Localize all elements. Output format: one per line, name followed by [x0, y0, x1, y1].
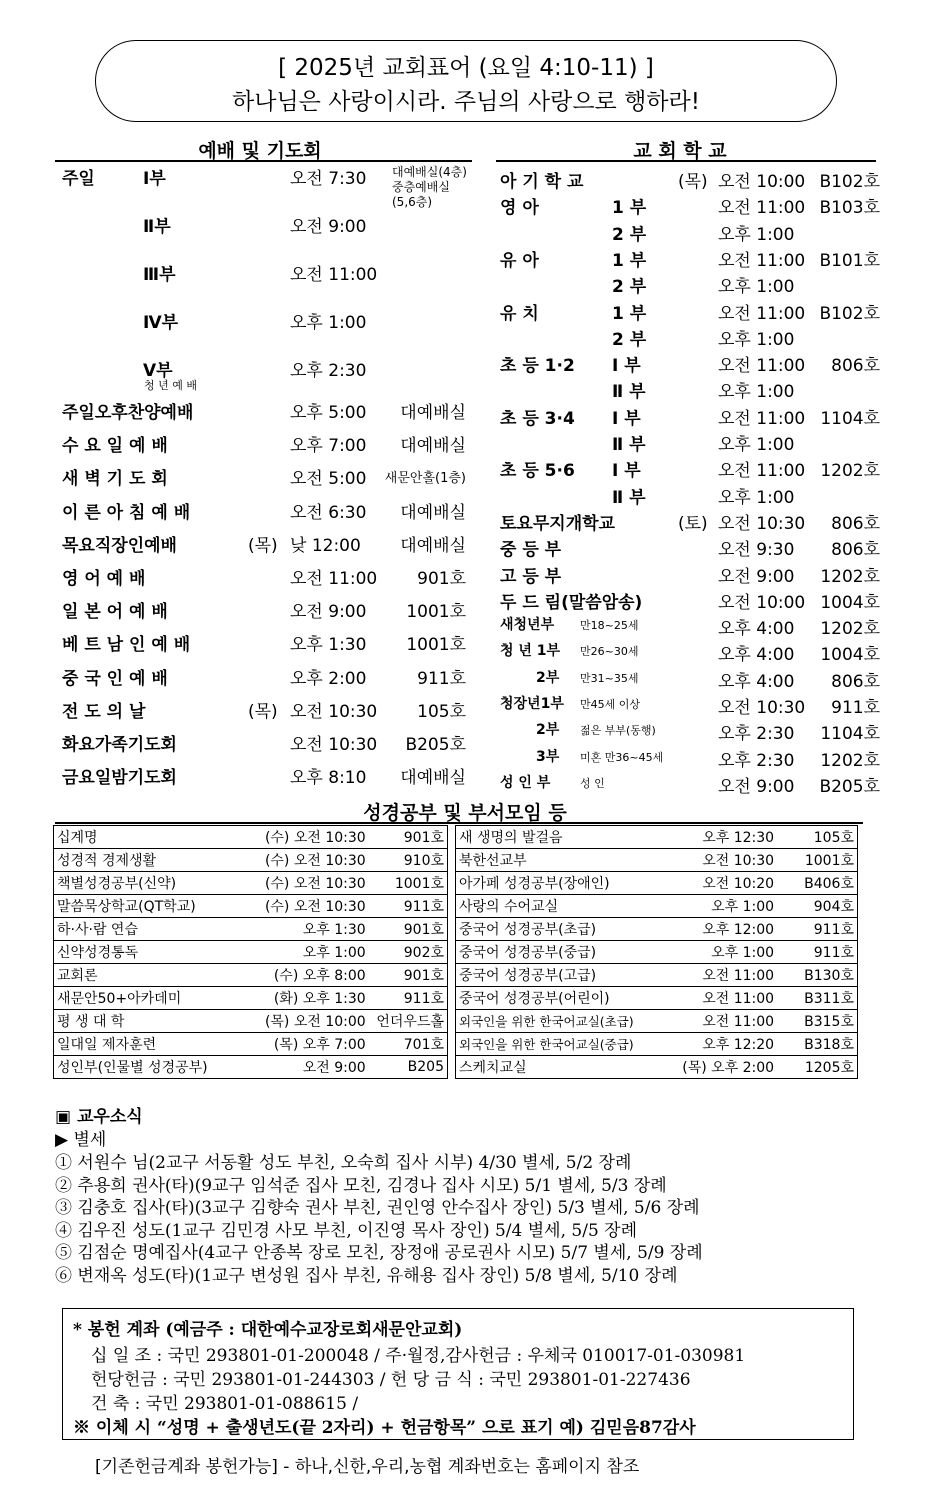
worship-place: 대예배실: [400, 436, 466, 457]
school-row: [496, 299, 880, 323]
motto-line1: [ 2025년 교회표어 (요일 4:10-11) ]: [278, 55, 654, 81]
school-time: 오전 10:30: [718, 698, 806, 718]
school-room: 806호: [831, 671, 880, 692]
study-table-left: [53, 825, 448, 1079]
school-row: [496, 456, 880, 480]
study-name: 말씀묵상학교(QT학교): [54, 895, 243, 918]
school-part: Ⅰ 부: [612, 461, 641, 482]
study-time: 오전 10:30: [648, 849, 777, 872]
worship-time: 오전 10:30: [290, 735, 378, 755]
school-part: 만18~25세: [580, 619, 639, 633]
school-time: 오전 9:30: [718, 540, 795, 561]
school-time: 오전 11:00: [718, 461, 806, 482]
school-rule: [496, 160, 876, 162]
school-time: 오전 10:00: [718, 172, 806, 192]
worship-time: 오후 2:00: [290, 668, 367, 689]
worship-row: [0, 398, 470, 422]
school-row: [496, 719, 880, 743]
school-room: 1202호: [820, 750, 880, 771]
school-row: [496, 483, 880, 507]
school-dept: 새청년부: [500, 617, 555, 634]
study-row: [456, 941, 858, 964]
study-name: 성인부(인물별 성경공부): [54, 1056, 243, 1079]
school-part: Ⅱ 부: [612, 435, 646, 455]
school-dept: 영 아: [500, 198, 539, 219]
school-part: 만45세 이상: [580, 698, 640, 711]
study-room: 901호: [369, 826, 448, 849]
sunday-part: Ⅲ부: [143, 265, 176, 285]
study-room: 911호: [369, 987, 448, 1010]
school-room: 1004호: [820, 592, 880, 613]
school-row: [496, 535, 880, 559]
study-room: 910호: [369, 849, 448, 872]
school-dept: 3부: [536, 748, 560, 765]
worship-row: [0, 564, 470, 588]
worship-time: 오전 10:30: [290, 701, 378, 722]
worship-place: 105호: [417, 701, 466, 722]
school-row: [496, 693, 880, 717]
school-part: 미혼 만36~45세: [580, 750, 664, 764]
study-room: B205: [369, 1056, 448, 1079]
school-time: 오후 1:00: [718, 487, 795, 508]
news-title: ▣ 교우소식: [55, 1107, 143, 1127]
school-row: [496, 430, 880, 454]
school-part: 만26~30세: [580, 645, 639, 659]
study-time: (화) 오후 1:30: [243, 987, 369, 1010]
school-dept: 청 년 1부: [500, 643, 561, 660]
school-room: 806호: [831, 513, 880, 534]
worship-row: [0, 697, 470, 721]
school-time: 오후 2:30: [718, 750, 795, 771]
study-row: [54, 1033, 448, 1056]
school-row: [496, 220, 880, 244]
worship-place: 1001호: [406, 602, 466, 623]
school-dept: 토요무지개학교: [500, 513, 615, 534]
worship-time: 오전 6:30: [290, 502, 367, 523]
school-dept: 청장년1부: [500, 696, 564, 712]
study-row: [456, 1010, 858, 1033]
study-row: [54, 964, 448, 987]
school-row: [496, 404, 880, 428]
study-row: [456, 1033, 858, 1056]
school-dept: 고 등 부: [500, 566, 562, 587]
study-room: B130호: [777, 964, 857, 987]
school-row: [496, 509, 880, 533]
worship-row: [0, 597, 470, 621]
news-item: ② 추용희 권사(타)(9교구 임석준 집사 모친, 김경나 집사 시모) 5/1 별세, 5/3 장례: [55, 1175, 667, 1196]
study-name: 일대일 제자훈련: [54, 1033, 243, 1056]
worship-place: 새문안홀(1층): [384, 471, 466, 487]
study-time: 오후 12:30: [648, 826, 777, 849]
study-row: [54, 987, 448, 1010]
study-room: 904호: [777, 895, 857, 918]
school-time: 오후 4:00: [718, 671, 795, 692]
worship-row: [0, 431, 470, 455]
school-dept: 성 인 부: [500, 774, 551, 791]
study-room: B406호: [777, 872, 857, 895]
sunday-time: 오전 9:00: [290, 217, 367, 237]
school-room: 911호: [831, 698, 880, 718]
school-part: 젊은 부부(동행): [580, 724, 656, 738]
worship-place: 911호: [417, 668, 466, 689]
sunday-note1: 대예배실(4층): [392, 165, 467, 179]
study-room: B311호: [777, 987, 857, 1010]
youth-note: 청 년 예 배: [144, 379, 197, 392]
school-row: [496, 351, 880, 375]
worship-row: [0, 464, 470, 488]
study-name: 중국어 성경공부(중급): [456, 941, 649, 964]
worship-time: 오전 11:00: [290, 569, 378, 589]
worship-name: 목요직장인예배: [62, 535, 177, 556]
study-row: [456, 987, 858, 1010]
news-item: ⑤ 김점순 명예집사(4교구 안종복 장로 모친, 장정애 공로권사 시모) 5/7 별세, 5/9 장례: [55, 1243, 703, 1263]
school-time: 오후 1:00: [718, 329, 795, 350]
sunday-service-row: [0, 260, 470, 284]
motto-banner: [95, 40, 837, 122]
study-time: 오전 11:00: [648, 987, 777, 1010]
study-time: 오후 12:20: [648, 1033, 777, 1056]
study-row: [456, 849, 858, 872]
study-row: [54, 849, 448, 872]
school-room: 1004호: [820, 645, 880, 666]
news-item: ⑥ 변재옥 성도(타)(1교구 변성원 집사 부친, 유해용 집사 장인) 5/8 별세, 5/10 장례: [55, 1265, 678, 1286]
study-room: 1001호: [369, 872, 448, 895]
school-room: 1202호: [820, 566, 880, 587]
worship-name: 일 본 어 예 배: [62, 602, 168, 623]
school-room: B102호: [819, 303, 880, 324]
study-room: 701호: [369, 1033, 448, 1056]
worship-name: 금요일밤기도회: [62, 768, 177, 789]
study-room: 105호: [777, 826, 857, 849]
offering-line2: 헌당헌금 : 국민 293801-01-244303 / 헌 당 금 식 : 국민 293801-01-227436: [91, 1370, 691, 1390]
worship-row: [0, 730, 470, 754]
study-row: [456, 918, 858, 941]
school-row: [496, 588, 880, 612]
school-time: 오전 11:00: [718, 356, 806, 377]
study-time: (수) 오전 10:30: [243, 895, 369, 918]
school-part: Ⅱ 부: [612, 382, 646, 403]
school-dept: 두 드 림(말씀암송): [500, 592, 643, 613]
school-room: B205호: [819, 776, 880, 797]
offering-line1: 십 일 조 : 국민 293801-01-200048 / 주·월정,감사헌금 : 우체국 010017-01-030981: [91, 1346, 746, 1366]
school-row: [496, 325, 880, 349]
sunday-note2: 중층예배실: [392, 180, 450, 194]
study-room: 1205호: [777, 1056, 857, 1079]
motto-line2: 하나님은 사랑이시라. 주님의 사랑으로 행하라!: [232, 89, 700, 115]
school-room: 1202호: [820, 461, 880, 482]
study-name: 북한선교부: [456, 849, 649, 872]
worship-place: 대예배실: [400, 502, 466, 523]
study-row: [54, 872, 448, 895]
worship-time: 오전 9:00: [290, 602, 367, 623]
school-time: 오후 4:00: [718, 645, 795, 666]
school-part: 만31~35세: [580, 671, 639, 685]
school-room: B103호: [819, 198, 880, 219]
worship-time: 오전 5:00: [290, 469, 367, 490]
school-row: [496, 272, 880, 296]
study-title: 성경공부 및 부서모임 등: [363, 802, 567, 824]
study-name: 새 생명의 발걸음: [456, 826, 649, 849]
worship-row: [0, 763, 470, 787]
study-name: 하·사·람 연습: [54, 918, 243, 941]
school-row: [496, 193, 880, 217]
worship-row: [0, 498, 470, 522]
study-time: (목) 오후 2:00: [648, 1056, 777, 1079]
study-time: 오후 1:00: [648, 941, 777, 964]
study-name: 사랑의 수어교실: [456, 895, 649, 918]
worship-name: 수 요 일 예 배: [62, 436, 168, 457]
study-room: 901호: [369, 918, 448, 941]
school-row: [496, 614, 880, 638]
study-room: 언더우드홀: [369, 1010, 448, 1033]
school-room: 1104호: [820, 408, 880, 429]
study-name: 책별성경공부(신약): [54, 872, 243, 895]
study-room: B318호: [777, 1033, 857, 1056]
school-room: 806호: [831, 540, 880, 561]
school-time: 오후 1:00: [718, 224, 795, 245]
school-room: 806호: [831, 356, 880, 377]
school-part: 1 부: [612, 198, 647, 219]
school-row: [496, 167, 880, 191]
worship-name: 새 벽 기 도 회: [62, 469, 168, 490]
study-time: (목) 오후 7:00: [243, 1033, 369, 1056]
news-item: ④ 김우진 성도(1교구 김민경 사모 부친, 이진영 목사 장인) 5/4 별세, 5/5 장례: [55, 1220, 638, 1241]
school-time: 오전 10:30: [718, 513, 806, 534]
school-part: Ⅰ 부: [612, 356, 641, 377]
school-time: 오후 1:00: [718, 277, 795, 298]
school-time: 오전 11:00: [718, 303, 806, 324]
school-time: 오전 9:00: [718, 776, 795, 797]
worship-day: (목): [248, 701, 278, 722]
worship-time: 오후 1:30: [290, 635, 367, 656]
school-part: Ⅱ 부: [612, 487, 646, 508]
school-time: 오후 1:00: [718, 435, 795, 455]
worship-place: 1001호: [406, 635, 466, 656]
school-row: [496, 772, 880, 796]
study-time: 오후 1:30: [243, 918, 369, 941]
sunday-part: Ⅳ부: [143, 313, 179, 333]
offering-line3: 건 축 : 국민 293801-01-088615 /: [91, 1394, 359, 1414]
study-time: 오후 12:00: [648, 918, 777, 941]
school-time: 오전 11:00: [718, 198, 806, 219]
study-time: (수) 오전 10:30: [243, 872, 369, 895]
study-row: [54, 918, 448, 941]
school-row: [496, 640, 880, 664]
school-title: 교 회 학 교: [633, 140, 727, 162]
sunday-service-row: [0, 308, 470, 332]
school-room: B102호: [819, 172, 880, 192]
school-time: 오전 11:00: [718, 250, 806, 271]
study-row: [54, 1056, 448, 1079]
school-dept: 아 기 학 교: [500, 172, 584, 192]
worship-name: 이 른 아 침 예 배: [62, 502, 191, 523]
worship-place: B205호: [405, 735, 466, 755]
study-name: 교회론: [54, 964, 243, 987]
school-dept: 유 아: [500, 250, 539, 271]
study-name: 스케치교실: [456, 1056, 649, 1079]
school-row: [496, 667, 880, 691]
sunday-part: Ⅰ부: [143, 169, 166, 189]
worship-row: [0, 630, 470, 654]
sunday-time: 오전 11:00: [290, 265, 378, 285]
school-part: 2 부: [612, 329, 647, 350]
school-dept: 중 등 부: [500, 540, 562, 561]
school-time: 오후 2:30: [718, 724, 795, 745]
worship-place: 대예배실: [400, 403, 466, 423]
study-room: 1001호: [777, 849, 857, 872]
sunday-note3: (5,6층): [392, 195, 433, 209]
study-row: [54, 1010, 448, 1033]
study-time: 오전 11:00: [648, 1010, 777, 1033]
worship-place: 901호: [417, 569, 466, 589]
worship-name: 주일오후찬양예배: [62, 403, 194, 423]
worship-time: 오후 5:00: [290, 403, 367, 423]
study-name: 외국인을 위한 한국어교실(중급): [456, 1033, 649, 1056]
study-table-right: [455, 825, 858, 1079]
offering-box: [62, 1308, 854, 1440]
school-part: 2 부: [612, 224, 647, 245]
worship-place: 대예배실: [400, 768, 466, 789]
news-subtitle: ▶ 별세: [55, 1130, 107, 1150]
school-room: B101호: [819, 250, 880, 271]
study-name: 새문안50+아카데미: [54, 987, 243, 1010]
study-room: 902호: [369, 941, 448, 964]
study-time: 오후 1:00: [648, 895, 777, 918]
study-time: 오전 11:00: [648, 964, 777, 987]
school-time: 오전 11:00: [718, 408, 806, 429]
school-day: (토): [678, 513, 708, 534]
study-name: 아가페 성경공부(장애인): [456, 872, 649, 895]
school-part: Ⅰ 부: [612, 408, 641, 429]
study-row: [456, 1056, 858, 1079]
sunday-time: 오후 2:30: [290, 361, 367, 381]
worship-time: 오후 8:10: [290, 768, 367, 789]
school-row: [496, 246, 880, 270]
school-dept: 초 등 1·2: [500, 356, 575, 377]
study-row: [456, 872, 858, 895]
study-row: [456, 964, 858, 987]
news-item: ③ 김충호 집사(타)(3교구 김향숙 권사 부친, 권인영 안수집사 장인) 5/3 별세, 5/6 장례: [55, 1198, 700, 1218]
study-name: 중국어 성경공부(어린이): [456, 987, 649, 1010]
study-time: (수) 오후 8:00: [243, 964, 369, 987]
worship-title: 예배 및 기도회: [198, 140, 322, 162]
worship-place: 대예배실: [400, 535, 466, 556]
study-name: 중국어 성경공부(고급): [456, 964, 649, 987]
study-time: 오전 9:00: [243, 1056, 369, 1079]
school-dept: 2부: [536, 669, 560, 686]
worship-row: [0, 664, 470, 688]
study-time: (수) 오전 10:30: [243, 849, 369, 872]
sunday-time: 오후 1:00: [290, 313, 367, 333]
study-room: B315호: [777, 1010, 857, 1033]
school-part: 2 부: [612, 277, 647, 298]
school-dept: 초 등 3·4: [500, 408, 575, 429]
study-room: 911호: [777, 941, 857, 964]
study-name: 십계명: [54, 826, 243, 849]
sunday-time: 오전 7:30: [290, 169, 367, 189]
sunday-part: Ⅴ부: [143, 361, 173, 381]
school-room: 1202호: [820, 619, 880, 640]
offering-title: * 봉헌 계좌 (예금주 : 대한예수교장로회새문안교회): [73, 1320, 463, 1340]
study-name: 중국어 성경공부(초급): [456, 918, 649, 941]
worship-name: 베 트 남 인 예 배: [62, 635, 191, 656]
study-name: 평 생 대 학: [54, 1010, 243, 1033]
worship-name: 화요가족기도회: [62, 735, 177, 755]
school-part: 성 인: [580, 776, 605, 790]
study-row: [54, 895, 448, 918]
study-rule: [55, 822, 863, 824]
school-dept: 유 치: [500, 303, 539, 324]
study-row: [54, 826, 448, 849]
worship-rule: [55, 160, 472, 162]
offering-line4: ※ 이체 시 “성명 + 출생년도(끝 2자리) + 헌금항목” 으로 표기 예) 김믿음87감사: [73, 1418, 696, 1438]
school-row: [496, 746, 880, 770]
school-day: (목): [678, 172, 708, 192]
worship-name: 영 어 예 배: [62, 569, 146, 589]
school-row: [496, 562, 880, 586]
school-part: 1 부: [612, 303, 647, 324]
study-row: [456, 826, 858, 849]
study-name: 신약성경통독: [54, 941, 243, 964]
study-name: 성경적 경제생활: [54, 849, 243, 872]
footer-note: [기존헌금계좌 봉헌가능] - 하나,신한,우리,농협 계좌번호는 홈페이지 참조: [95, 1457, 640, 1477]
study-room: 901호: [369, 964, 448, 987]
worship-day: (목): [248, 535, 278, 556]
school-dept: 초 등 5·6: [500, 461, 575, 482]
sunday-label: 주일: [62, 169, 95, 189]
sunday-service-row: [0, 356, 470, 380]
school-part: 1 부: [612, 250, 647, 271]
study-time: (목) 오전 10:00: [243, 1010, 369, 1033]
school-room: 1104호: [820, 724, 880, 745]
study-time: (수) 오전 10:30: [243, 826, 369, 849]
school-time: 오후 1:00: [718, 382, 795, 403]
worship-time: 오후 7:00: [290, 436, 367, 457]
study-room: 911호: [777, 918, 857, 941]
worship-time: 낮 12:00: [290, 535, 361, 556]
school-time: 오전 10:00: [718, 592, 806, 613]
study-name: 외국인을 위한 한국어교실(초급): [456, 1010, 649, 1033]
school-row: [496, 377, 880, 401]
worship-row: [0, 531, 470, 555]
study-row: [456, 895, 858, 918]
study-room: 911호: [369, 895, 448, 918]
school-dept: 2부: [536, 722, 560, 739]
worship-name: 전 도 의 날: [62, 701, 146, 722]
study-time: 오후 1:00: [243, 941, 369, 964]
news-item: ① 서원수 님(2교구 서동활 성도 부친, 오숙희 집사 시부) 4/30 별세, 5/2 장례: [55, 1153, 632, 1173]
study-time: 오전 10:20: [648, 872, 777, 895]
school-time: 오후 4:00: [718, 619, 795, 640]
study-row: [54, 941, 448, 964]
school-time: 오전 9:00: [718, 566, 795, 587]
sunday-part: Ⅱ부: [143, 217, 171, 237]
worship-name: 중 국 인 예 배: [62, 668, 168, 689]
